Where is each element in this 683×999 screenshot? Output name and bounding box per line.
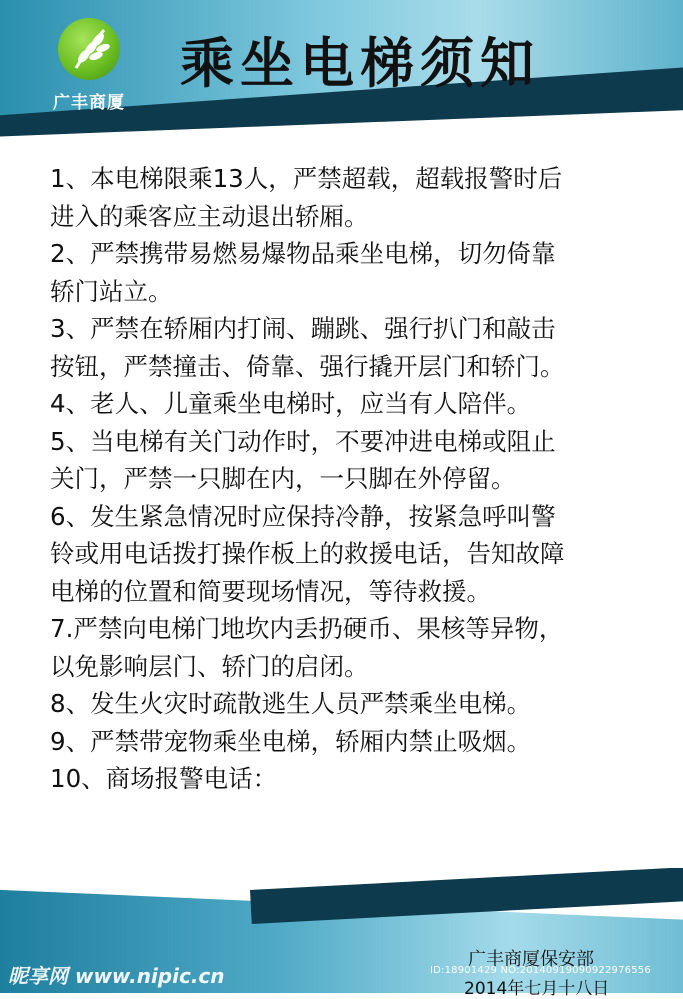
wheat-logo-icon (58, 18, 120, 80)
rule-item: 2、严禁携带易燃易爆物品乘坐电梯，切勿倚靠 轿门站立。 (50, 239, 556, 306)
logo-text: 广丰商厦 (53, 93, 125, 113)
rule-item: 4、老人、儿童乘坐电梯时，应当有人陪伴。 (50, 389, 532, 418)
image-id-stamp: ID:18901429 NO:20140919090922976556 (430, 965, 651, 976)
rule-item: 5、当电梯有关门动作时，不要冲进电梯或阻止 关门，严禁一只脚在内，一只脚在外停留。 (50, 426, 556, 493)
rule-item: 7.严禁向电梯门地坎内丢扔硬币、果核等异物， 以免影响层门、轿门的启闭。 (50, 614, 564, 681)
rule-item: 1、本电梯限乘13人，严禁超载，超载报警时后 进入的乘客应主动退出轿厢。 (50, 164, 563, 231)
rule-item: 9、严禁带宠物乘坐电梯，轿厢内禁止吸烟。 (50, 726, 532, 756)
page-title: 乘坐电梯须知 (180, 32, 540, 95)
site-watermark: 昵享网 www.nipic.cn (8, 964, 225, 988)
rule-item: 6、发生紧急情况时应保持冷静，按紧急呼叫警 铃或用电话拨打操作板上的救援电话，告知故障 电梯的位置和简要现场情况，等待救援。 (50, 501, 565, 606)
department-signature: 广丰商厦保安部 (468, 949, 594, 970)
rule-item: 10、商场报警电话： (50, 764, 278, 793)
rule-item: 8、发生火灾时疏散逃生人员严禁乘坐电梯。 (50, 689, 532, 718)
rules-list (50, 160, 650, 798)
rule-item: 3、严禁在轿厢内打闹、蹦跳、强行扒门和敲击 按钮，严禁撞击、倚靠、强行撬开层门和轿门。 (50, 314, 565, 381)
issue-date: 2014年七月十八日 (464, 979, 610, 999)
logo (44, 18, 134, 118)
